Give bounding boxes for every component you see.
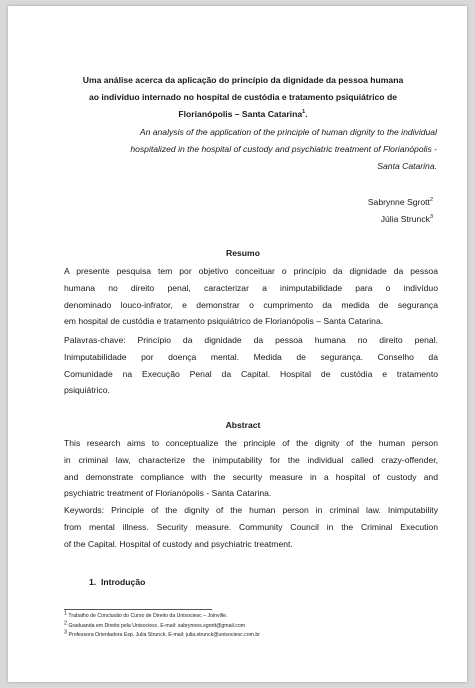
resumo-line: denominado louco-infrator, e demonstrar o cumprimento da medida de segurança <box>64 299 438 310</box>
paper-title-line: ao indivíduo internado no hospital de custódia e tratamento psiquiátrico de <box>89 92 397 102</box>
footnotes <box>64 612 424 641</box>
english-title-line: hospitalized in the hospital of custody and psychiatric treatment of Florianópolis - <box>130 144 437 154</box>
abstract-line: This research aims to conceptualize the principle of the dignity of the human person <box>64 438 438 448</box>
paper-title-line-text: Florianópolis – Santa Catarina <box>178 109 303 119</box>
keywords-line: Keywords: Principle of the dignity of the human person in criminal law. Inimputability <box>64 505 438 515</box>
footnote-mark: 3 <box>64 629 68 636</box>
resumo-line: em hospital de custódia e tratamento psiquiátrico de Florianópolis – Santa Catarina. <box>64 316 384 327</box>
abstract-heading: Abstract <box>225 420 261 430</box>
footnote-mark: 1 <box>64 610 68 617</box>
footnote <box>64 619 424 632</box>
paper-title <box>48 72 438 123</box>
abstract-line: in criminal law, characterize the inimputability for the individual called crazy-offender, <box>64 454 438 465</box>
author-entry <box>368 211 433 228</box>
author-list <box>368 194 433 228</box>
section-number: 1. <box>89 577 97 587</box>
abstract-line: and demonstrate compliance with the security measure in a hospital of custody and <box>64 471 438 482</box>
keywords <box>64 502 438 552</box>
author-footnote-mark: 2 <box>429 197 433 204</box>
section-heading <box>89 577 145 587</box>
section-title: Introdução <box>100 577 146 587</box>
abstract-body <box>64 435 438 502</box>
keywords-line: from mental illness. Security measure. Community Council in the Criminal Execution <box>64 521 438 532</box>
footnote <box>64 612 424 622</box>
palavras-chave <box>64 332 438 399</box>
title-footnote-mark: 1 <box>302 109 306 116</box>
footnote-text: Professora Orientadora Esp. Julia Strunck. E-mail: julia.strunck@unisociesc.com.br <box>67 632 261 639</box>
paper-title-line: Florianópolis – Santa Catarina$^1$. <box>178 109 308 119</box>
keywords-line: of the Capital. Hospital of custody and psychiatric treatment. <box>64 538 293 549</box>
english-title-line: Santa Catarina. <box>377 161 437 171</box>
author-name: Júlia Strunck <box>380 214 430 224</box>
author-name: Sabrynne Sgrott <box>367 197 430 207</box>
footnote-text: Trabalho de Conclusão do Curso de Direito da Unisociesc – Joinville. <box>67 613 228 619</box>
footnote-text: Graduanda em Direito pela Unisociesc. E-mail: sabrynnes.sgrott@gmail.com <box>67 622 246 629</box>
footnote-separator <box>64 609 212 610</box>
document-page <box>8 6 467 682</box>
author-footnote-mark: 3 <box>429 214 433 221</box>
english-title <box>92 124 437 175</box>
resumo-heading: Resumo <box>226 248 260 258</box>
palavras-chave-line: psiquiátrico. <box>64 385 110 396</box>
resumo-line: humana no direito penal, caracterizar a inimputabilidade para o indivíduo <box>64 282 438 293</box>
palavras-chave-line: Palavras-chave: Princípio da dignidade da pessoa humana no direito penal. <box>64 335 438 345</box>
footnote <box>64 631 424 641</box>
resumo-body <box>64 263 438 330</box>
english-title-line: An analysis of the application of the principle of human dignity to the individual <box>139 127 437 137</box>
resumo-line: A presente pesquisa tem por objetivo conceituar o princípio da dignidade da pessoa <box>64 266 438 276</box>
author-entry <box>368 194 433 211</box>
palavras-chave-line: Inimputabilidade por doença mental. Medida de segurança. Conselho da <box>64 351 438 362</box>
abstract-line: psychiatric treatment of Florianópolis - Santa Catarina. <box>64 488 272 499</box>
footnote-mark: 2 <box>64 619 68 626</box>
paper-title-line: Uma análise acerca da aplicação do princípio da dignidade da pessoa humana <box>82 75 404 85</box>
palavras-chave-line: Comunidade na Execução Penal da Capital. Hospital de custódia e tratamento <box>64 368 438 379</box>
